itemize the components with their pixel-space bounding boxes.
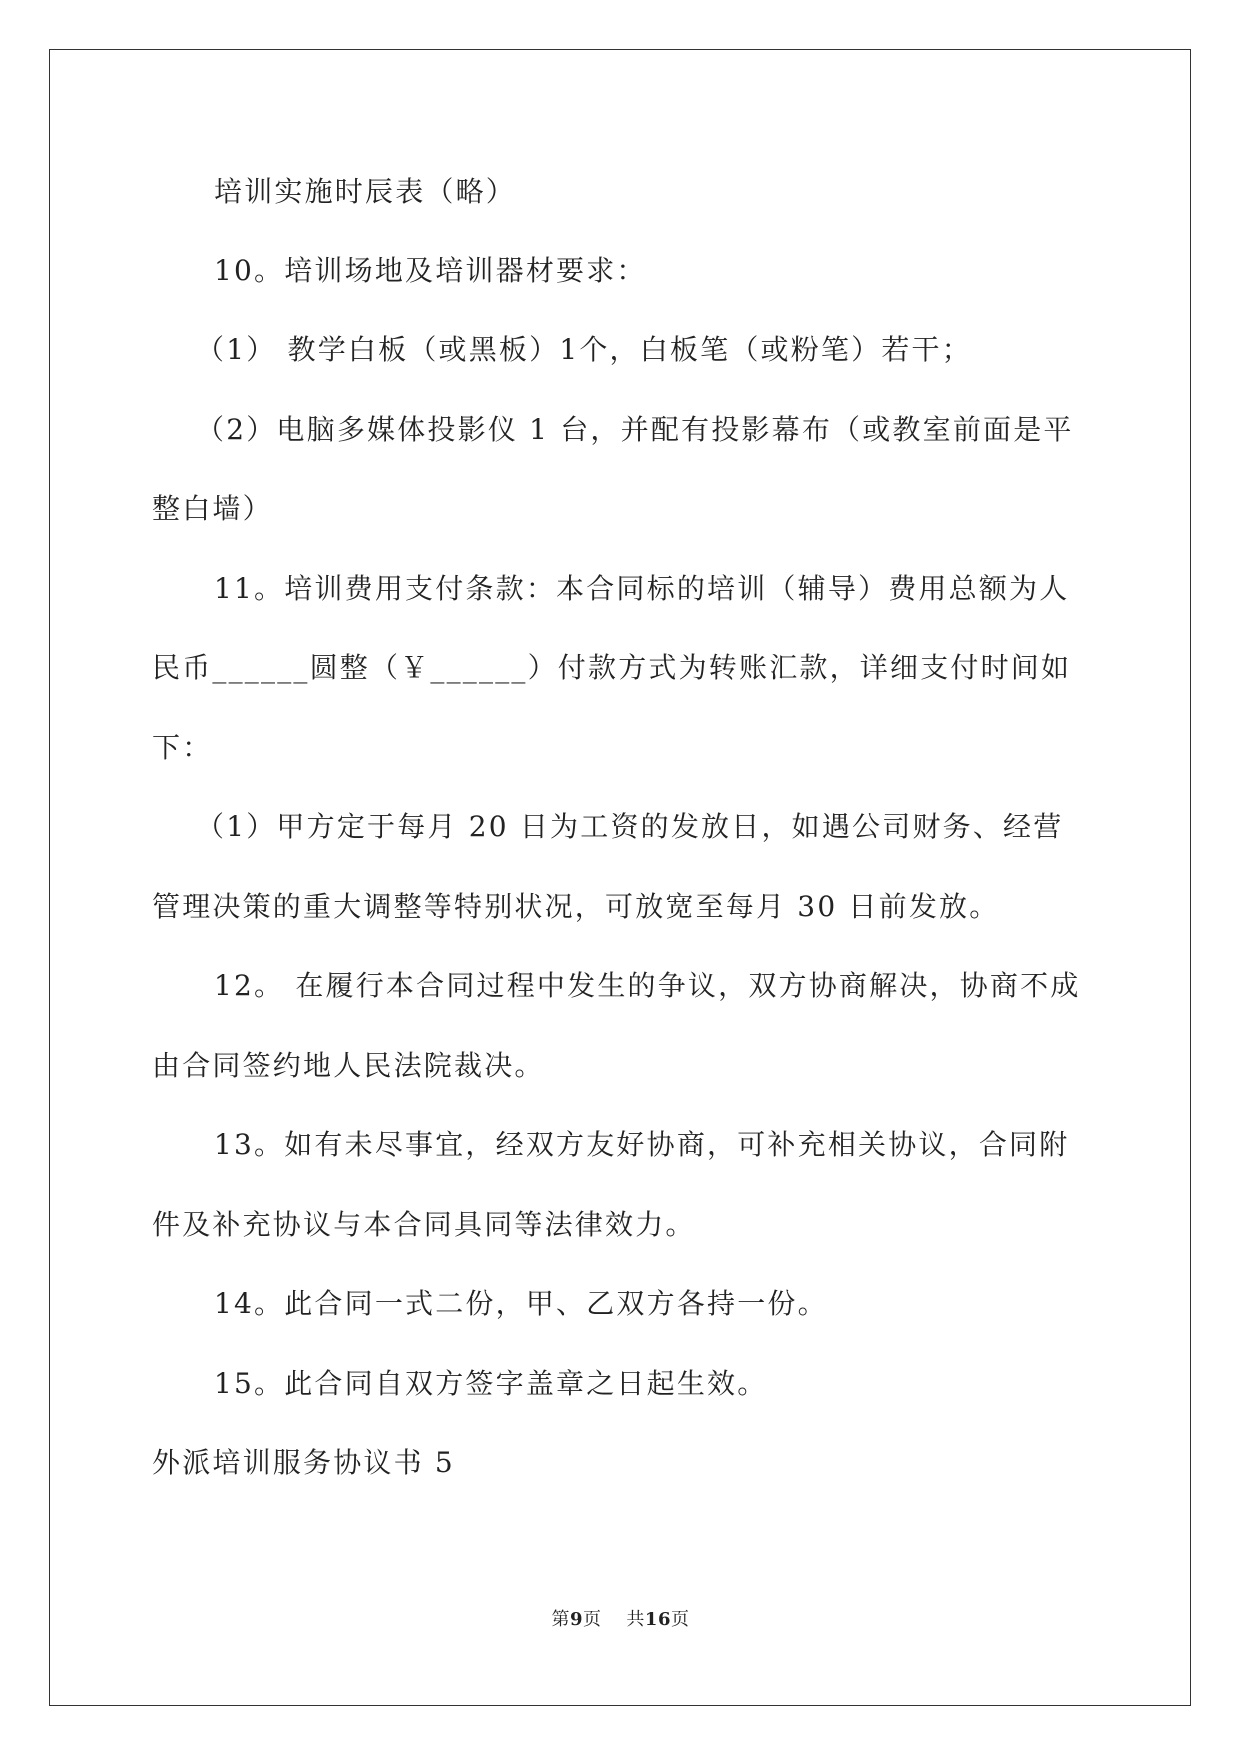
footer-middle: 页 共 bbox=[583, 1609, 645, 1630]
footer-suffix: 页 bbox=[670, 1609, 690, 1630]
clause-13-line-1: 13。如有未尽事宜，经双方友好协商，可补充相关协议，合同附 bbox=[214, 1128, 1070, 1161]
clause-11-item-1-line-2: 管理决策的重大调整等特别状况，可放宽至每月 30 日前发放。 bbox=[152, 890, 1000, 923]
clause-10-item-1: （1） 教学白板（或黑板）1个，白板笔（或粉笔）若干； bbox=[196, 333, 972, 366]
schedule-line: 培训实施时辰表（略） bbox=[214, 175, 517, 208]
clause-11-item-1-line-1: （1）甲方定于每月 20 日为工资的发放日，如遇公司财务、经营 bbox=[196, 810, 1064, 843]
clause-10-item-2-line-2: 整白墙） bbox=[152, 492, 273, 525]
clause-11-line-3: 下： bbox=[152, 731, 213, 764]
clause-11-line-1: 11。培训费用支付条款：本合同标的培训（辅导）费用总额为人 bbox=[214, 572, 1070, 605]
clause-12-line-1: 12。 在履行本合同过程中发生的争议，双方协商解决，协商不成 bbox=[214, 969, 1081, 1002]
clause-12-line-2: 由合同签约地人民法院裁决。 bbox=[152, 1049, 545, 1082]
clause-14: 14。此合同一式二份，甲、乙双方各持一份。 bbox=[214, 1287, 828, 1320]
clause-15: 15。此合同自双方签字盖章之日起生效。 bbox=[214, 1367, 768, 1400]
clause-10-item-2-line-1: （2）电脑多媒体投影仪 1 台，并配有投影幕布（或教室前面是平 bbox=[196, 413, 1074, 446]
page-footer bbox=[0, 1609, 1241, 1631]
clause-11-line-2: 民币______圆整（￥______）付款方式为转账汇款，详细支付时间如 bbox=[152, 651, 1072, 684]
footer-total-pages: 16 bbox=[644, 1609, 671, 1630]
footer-page-number: 9 bbox=[570, 1609, 584, 1630]
clause-13-line-2: 件及补充协议与本合同具同等法律效力。 bbox=[152, 1208, 696, 1241]
footer-prefix: 第 bbox=[551, 1609, 570, 1630]
clause-10-heading: 10。培训场地及培训器材要求： bbox=[214, 254, 647, 287]
section-title: 外派培训服务协议书 5 bbox=[152, 1446, 455, 1479]
